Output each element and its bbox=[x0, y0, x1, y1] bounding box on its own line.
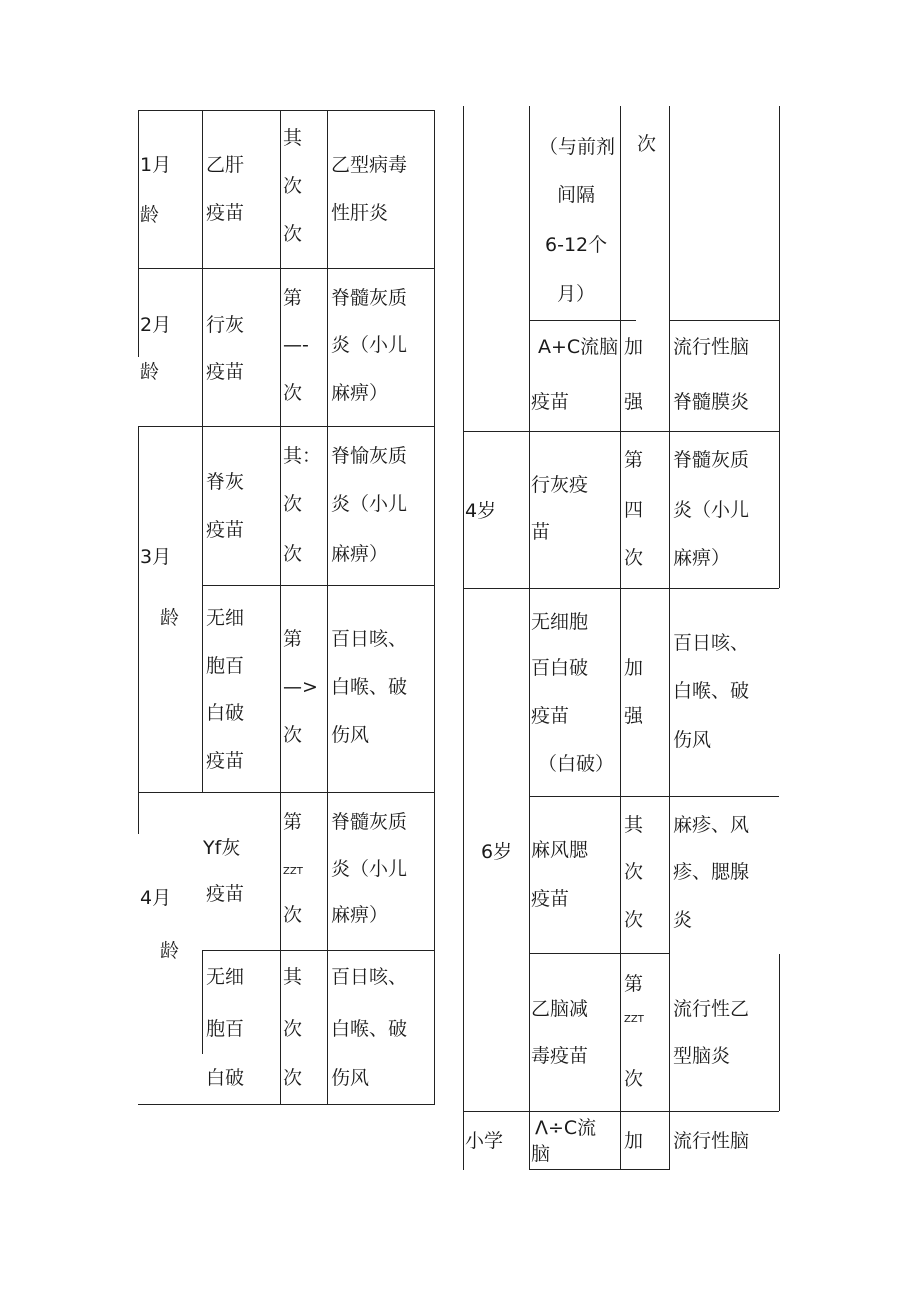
table-rule bbox=[138, 426, 139, 792]
table-rule bbox=[529, 1169, 669, 1170]
table-rule bbox=[280, 110, 281, 1104]
age-label: 龄 bbox=[140, 204, 160, 226]
dose-label: 第 bbox=[283, 628, 303, 650]
vaccine-name: 苗 bbox=[531, 521, 551, 543]
disease-name: 脊髓灰质 bbox=[673, 449, 750, 471]
vaccine-name: 脊灰 bbox=[206, 471, 245, 493]
vaccine-name: 月） bbox=[557, 283, 596, 305]
vaccine-name: Λ÷C流 bbox=[535, 1117, 597, 1139]
vaccine-name: 疫苗 bbox=[531, 888, 570, 910]
dose-label: 强 bbox=[624, 391, 644, 413]
dose-label: 第 bbox=[283, 811, 303, 833]
disease-name: 炎（小儿 bbox=[331, 334, 408, 356]
disease-name: 炎（小儿 bbox=[331, 493, 408, 515]
vaccine-name: （与前剂 bbox=[539, 136, 616, 158]
disease-name: 乙型病毒 bbox=[331, 154, 408, 176]
disease-name: 脊髓灰质 bbox=[331, 287, 408, 309]
dose-label: 次 bbox=[624, 909, 644, 931]
vaccine-name: 胞百 bbox=[206, 1018, 245, 1040]
dose-label: 次 bbox=[283, 493, 303, 515]
age-label: 4岁 bbox=[465, 500, 497, 522]
dose-label: ZZT bbox=[283, 866, 303, 877]
table-rule bbox=[138, 110, 435, 111]
dose-label: 其： bbox=[283, 445, 322, 467]
vaccine-name: 胞百 bbox=[206, 655, 245, 677]
vaccine-name: 疫苗 bbox=[206, 361, 245, 383]
age-label: 龄 bbox=[160, 607, 180, 629]
dose-label: 其 bbox=[283, 127, 303, 149]
vaccine-name: 疫苗 bbox=[206, 883, 245, 905]
disease-name: 麻痹） bbox=[331, 904, 389, 926]
table-rule bbox=[138, 426, 435, 427]
table-rule bbox=[529, 106, 530, 1170]
table-rule bbox=[202, 950, 435, 951]
disease-name: 流行性脑 bbox=[673, 336, 750, 358]
disease-name: 流行性脑 bbox=[673, 1130, 750, 1152]
vaccine-name: 6-12个 bbox=[545, 234, 608, 256]
dose-label: 次 bbox=[283, 382, 303, 404]
disease-name: 百日咳、 bbox=[673, 632, 750, 654]
vaccine-name: 无细 bbox=[206, 966, 245, 988]
dose-label: 加 bbox=[624, 657, 644, 679]
disease-name: 性肝炎 bbox=[331, 202, 389, 224]
disease-name: 型脑炎 bbox=[673, 1045, 731, 1067]
vaccine-name: 行灰 bbox=[206, 314, 245, 336]
table-rule bbox=[327, 110, 328, 1104]
vaccine-name: 白破 bbox=[206, 702, 245, 724]
vaccine-name: （白破） bbox=[538, 753, 615, 775]
dose-label: —> bbox=[283, 676, 318, 698]
dose-label: ZZT bbox=[624, 1014, 644, 1025]
dose-label: 第 bbox=[283, 287, 303, 309]
dose-label: 次 bbox=[283, 1067, 303, 1089]
dose-label: 次 bbox=[624, 1068, 644, 1090]
table-rule bbox=[138, 792, 139, 834]
dose-label: 加 bbox=[624, 1130, 644, 1152]
dose-label: 次 bbox=[637, 133, 657, 155]
table-rule bbox=[779, 106, 780, 588]
disease-name: 伤风 bbox=[331, 724, 370, 746]
table-rule bbox=[434, 110, 435, 1104]
dose-label: 次 bbox=[283, 175, 303, 197]
disease-name: 伤风 bbox=[673, 729, 712, 751]
table-rule bbox=[138, 792, 435, 793]
disease-name: 麻痹） bbox=[331, 543, 389, 565]
table-rule bbox=[138, 1104, 435, 1105]
age-label: 6岁 bbox=[481, 841, 513, 863]
vaccine-name: 疫苗 bbox=[206, 519, 245, 541]
dose-label: 次 bbox=[283, 543, 303, 565]
disease-name: 百日咳、 bbox=[331, 966, 408, 988]
age-label: 4月 bbox=[140, 887, 172, 909]
table-rule bbox=[138, 110, 139, 357]
disease-name: 白喉、破 bbox=[331, 676, 408, 698]
dose-label: 次 bbox=[283, 724, 303, 746]
age-label: 2月 bbox=[140, 314, 172, 336]
dose-label: 第 bbox=[624, 973, 644, 995]
vaccine-name: 麻风腮 bbox=[531, 839, 589, 861]
disease-name: 疹、腮腺 bbox=[673, 861, 750, 883]
dose-label: 次 bbox=[283, 904, 303, 926]
dose-label: 四 bbox=[624, 499, 644, 521]
disease-name: 脊愉灰质 bbox=[331, 445, 408, 467]
age-label: 小学 bbox=[465, 1130, 504, 1152]
vaccine-name: 百白破 bbox=[531, 657, 589, 679]
vaccine-name: 疫苗 bbox=[206, 202, 245, 224]
table-rule bbox=[669, 320, 779, 321]
table-rule bbox=[529, 953, 669, 954]
vaccine-name: 毒疫苗 bbox=[531, 1045, 589, 1067]
dose-label: 次 bbox=[624, 861, 644, 883]
age-label: 龄 bbox=[160, 940, 180, 962]
table-rule bbox=[202, 950, 203, 1054]
vaccine-name: A+C流脑 bbox=[538, 336, 619, 358]
vaccine-name: 疫苗 bbox=[531, 705, 570, 727]
dose-label: 次 bbox=[283, 1018, 303, 1040]
vaccine-name: 脑 bbox=[531, 1143, 551, 1165]
table-rule bbox=[463, 431, 779, 432]
table-rule bbox=[463, 1111, 779, 1112]
disease-name: 炎（小儿 bbox=[673, 499, 750, 521]
vaccine-name: 间隔 bbox=[557, 184, 596, 206]
disease-name: 脊髓膜炎 bbox=[673, 391, 750, 413]
dose-label: —- bbox=[283, 334, 309, 356]
table-rule bbox=[463, 588, 779, 589]
table-rule bbox=[202, 585, 435, 586]
table-rule bbox=[779, 954, 780, 1111]
disease-name: 炎（小儿 bbox=[331, 858, 408, 880]
disease-name: 麻痹） bbox=[331, 382, 389, 404]
disease-name: 白喉、破 bbox=[673, 680, 750, 702]
age-label: 1月 bbox=[140, 154, 172, 176]
vaccine-name: Yf灰 bbox=[203, 837, 241, 859]
table-rule bbox=[202, 110, 203, 792]
table-rule bbox=[463, 106, 464, 1170]
dose-label: 第 bbox=[624, 449, 644, 471]
disease-name: 脊髓灰质 bbox=[331, 811, 408, 833]
disease-name: 麻疹、风 bbox=[673, 814, 750, 836]
vaccine-name: 行灰疫 bbox=[531, 474, 589, 496]
table-rule bbox=[620, 106, 621, 1170]
disease-name: 白喉、破 bbox=[331, 1018, 408, 1040]
vaccine-name: 疫苗 bbox=[206, 750, 245, 772]
age-label: 3月 bbox=[140, 546, 172, 568]
dose-label: 强 bbox=[624, 705, 644, 727]
disease-name: 伤风 bbox=[331, 1067, 370, 1089]
vaccine-name: 乙脑减 bbox=[531, 998, 589, 1020]
dose-label: 次 bbox=[283, 223, 303, 245]
table-rule bbox=[138, 268, 435, 269]
dose-label: 其 bbox=[624, 814, 644, 836]
dose-label: 其 bbox=[283, 966, 303, 988]
vaccine-name: 无细 bbox=[206, 607, 245, 629]
vaccine-name: 无细胞 bbox=[531, 611, 589, 633]
table-rule bbox=[529, 796, 779, 797]
dose-label: 加 bbox=[624, 336, 644, 358]
disease-name: 麻痹） bbox=[673, 547, 731, 569]
vaccine-name: 疫苗 bbox=[531, 391, 570, 413]
vaccine-name: 乙肝 bbox=[206, 154, 245, 176]
disease-name: 百日咳、 bbox=[331, 628, 408, 650]
age-label: 龄 bbox=[140, 361, 160, 383]
dose-label: 次 bbox=[624, 547, 644, 569]
disease-name: 流行性乙 bbox=[673, 998, 750, 1020]
vaccine-name: 白破 bbox=[206, 1067, 245, 1089]
disease-name: 炎 bbox=[673, 909, 693, 931]
table-rule bbox=[669, 106, 670, 1170]
